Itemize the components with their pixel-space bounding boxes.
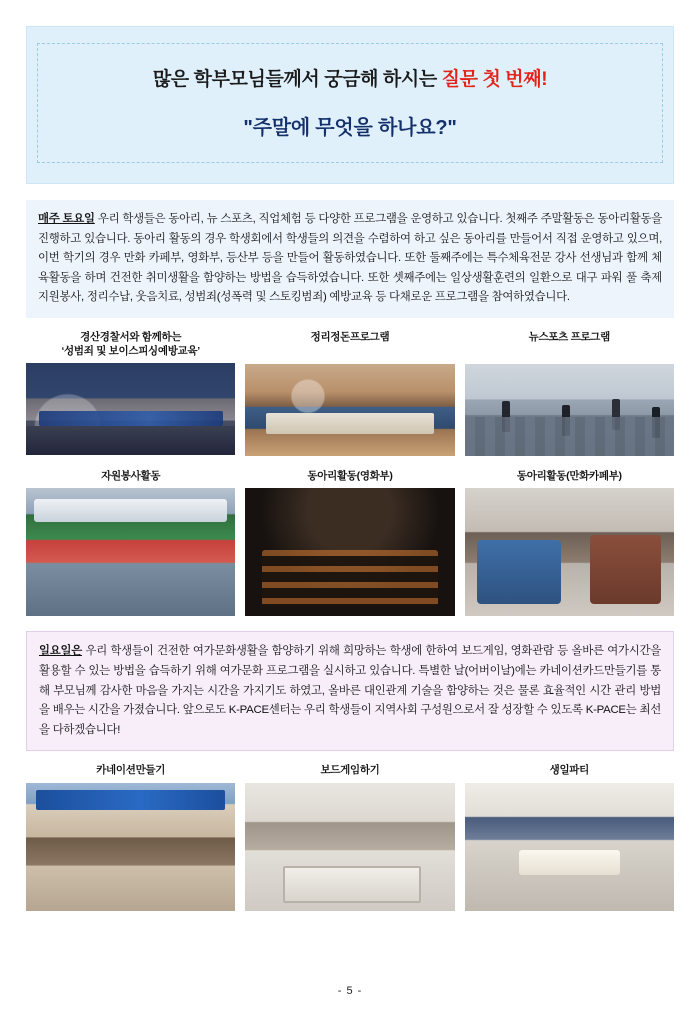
photo-caption-movie-club: 동아리활동(영화부) (307, 469, 393, 482)
photo-cell-board-game (245, 763, 454, 912)
banner-question-prefix: 많은 학부모님들께서 궁금해 하시는 (152, 69, 442, 90)
organizing-program-photo (244, 363, 455, 457)
photo-caption-organizing-program (311, 330, 390, 359)
banner-question-title: "주말에 무엇을 하나요?" (243, 117, 457, 139)
photo-row-1 (26, 330, 674, 457)
photo-row-3 (26, 763, 674, 912)
photo-caption-line1: 뉴스포츠 프로그램 (528, 331, 610, 344)
photo-cell-police-education (26, 330, 235, 457)
banner-question-accent: 질문 첫 번째! (441, 69, 548, 90)
photo-cell-volunteer-activity (26, 469, 235, 618)
photo-caption-carnation-making: 카네이션만들기 (96, 764, 166, 777)
movie-club-photo (244, 487, 455, 617)
photo-cell-new-sports-program (465, 330, 674, 457)
volunteer-activity-photo (25, 487, 236, 617)
photo-caption-line1: 경산경찰서와 함께하는 (80, 331, 182, 344)
saturday-paragraph (26, 200, 674, 318)
page-number: - 5 - (337, 985, 363, 997)
photo-cell-comic-cafe-club (465, 469, 674, 618)
photo-caption-volunteer-activity: 자원봉사활동 (101, 469, 161, 482)
new-sports-program-photo (464, 363, 675, 457)
photo-caption-police-education (61, 330, 199, 358)
photo-caption-comic-cafe-club: 동아리활동(만화카페부) (516, 469, 622, 482)
photo-cell-birthday-party (465, 763, 674, 912)
sunday-body: 우리 학생들이 건전한 여가문화생활을 함양하기 위해 희망하는 학생에 한하여 보드게임, 영화관람 등 올바른 여가시간을 활용할 수 있는 방법을 습득하기 위해 여가문화 프로그램을 실시하고 있습니다. 특별한 날(어버이날)에는 카네이션카드만들기를 통해 부모님께 감사한 마음을 가지는 시간을 가지기도 하였고, 올바른 대인관계 기술을 함양하는 것은 물론 효율적인 시간 관리 방법을 배우는 시간을 가졌습니다. 앞으로도 K-PACE센터는 우리 학생들이 지역사회 구성원으로서 잘 성장할 수 있도록 K-PACE는 최선을 다하겠습니다! (39, 645, 661, 736)
header-banner (26, 26, 674, 184)
carnation-making-photo (25, 782, 236, 912)
board-game-photo (244, 782, 455, 912)
photo-row-2 (26, 469, 674, 618)
header-banner-inner (37, 43, 663, 163)
banner-question-line (48, 64, 652, 91)
saturday-body: 우리 학생들은 동아리, 뉴 스포츠, 직업체험 등 다양한 프로그램을 운영하고 있습니다. 첫째주 주말활동은 동아리활동을 진행하고 있습니다. 동아리 활동의 경우 학생회에서 학생들의 의견을 수렴하여 하고 싶은 동아리를 만들어서 직접 운영하고 있으며, 이번 학기의 경우 만화 카페부, 영화부, 등산부 등을 만들어 활동하였습니다. 또한 둘째주에는 특수체육전문 강사 선생님과 함께 체육활동을 하며 건전한 취미생활을 함양하는 방법을 습득하였습니다. 또한 셋째주에는 일상생활훈련의 일환으로 대구 파워 풀 축제 지원봉사, 정리수납, 웃음치료, 성범죄(성폭력 및 스토킹범죄) 예방교육 등 다채로운 프로그램을 참여하였습니다. (38, 213, 662, 304)
photo-cell-organizing-program (245, 330, 454, 457)
comic-cafe-club-photo (464, 487, 675, 617)
photo-cell-movie-club (245, 469, 454, 618)
document-page (0, 26, 700, 1015)
photo-caption-line2: ‘성범죄 및 보이스피싱예방교육’ (61, 345, 200, 358)
photo-caption-board-game: 보드게임하기 (320, 764, 380, 777)
sunday-paragraph (26, 631, 674, 751)
photo-caption-new-sports-program (529, 330, 610, 359)
birthday-party-photo (464, 782, 675, 912)
photo-cell-carnation-making (26, 763, 235, 912)
police-education-photo (25, 362, 236, 456)
sunday-lead: 일요일은 (39, 645, 83, 658)
saturday-lead: 매주 토요일 (38, 213, 95, 225)
photo-caption-line1: 정리정돈프로그램 (310, 331, 390, 344)
photo-caption-birthday-party: 생일파티 (549, 764, 589, 777)
page-footer (0, 985, 700, 997)
